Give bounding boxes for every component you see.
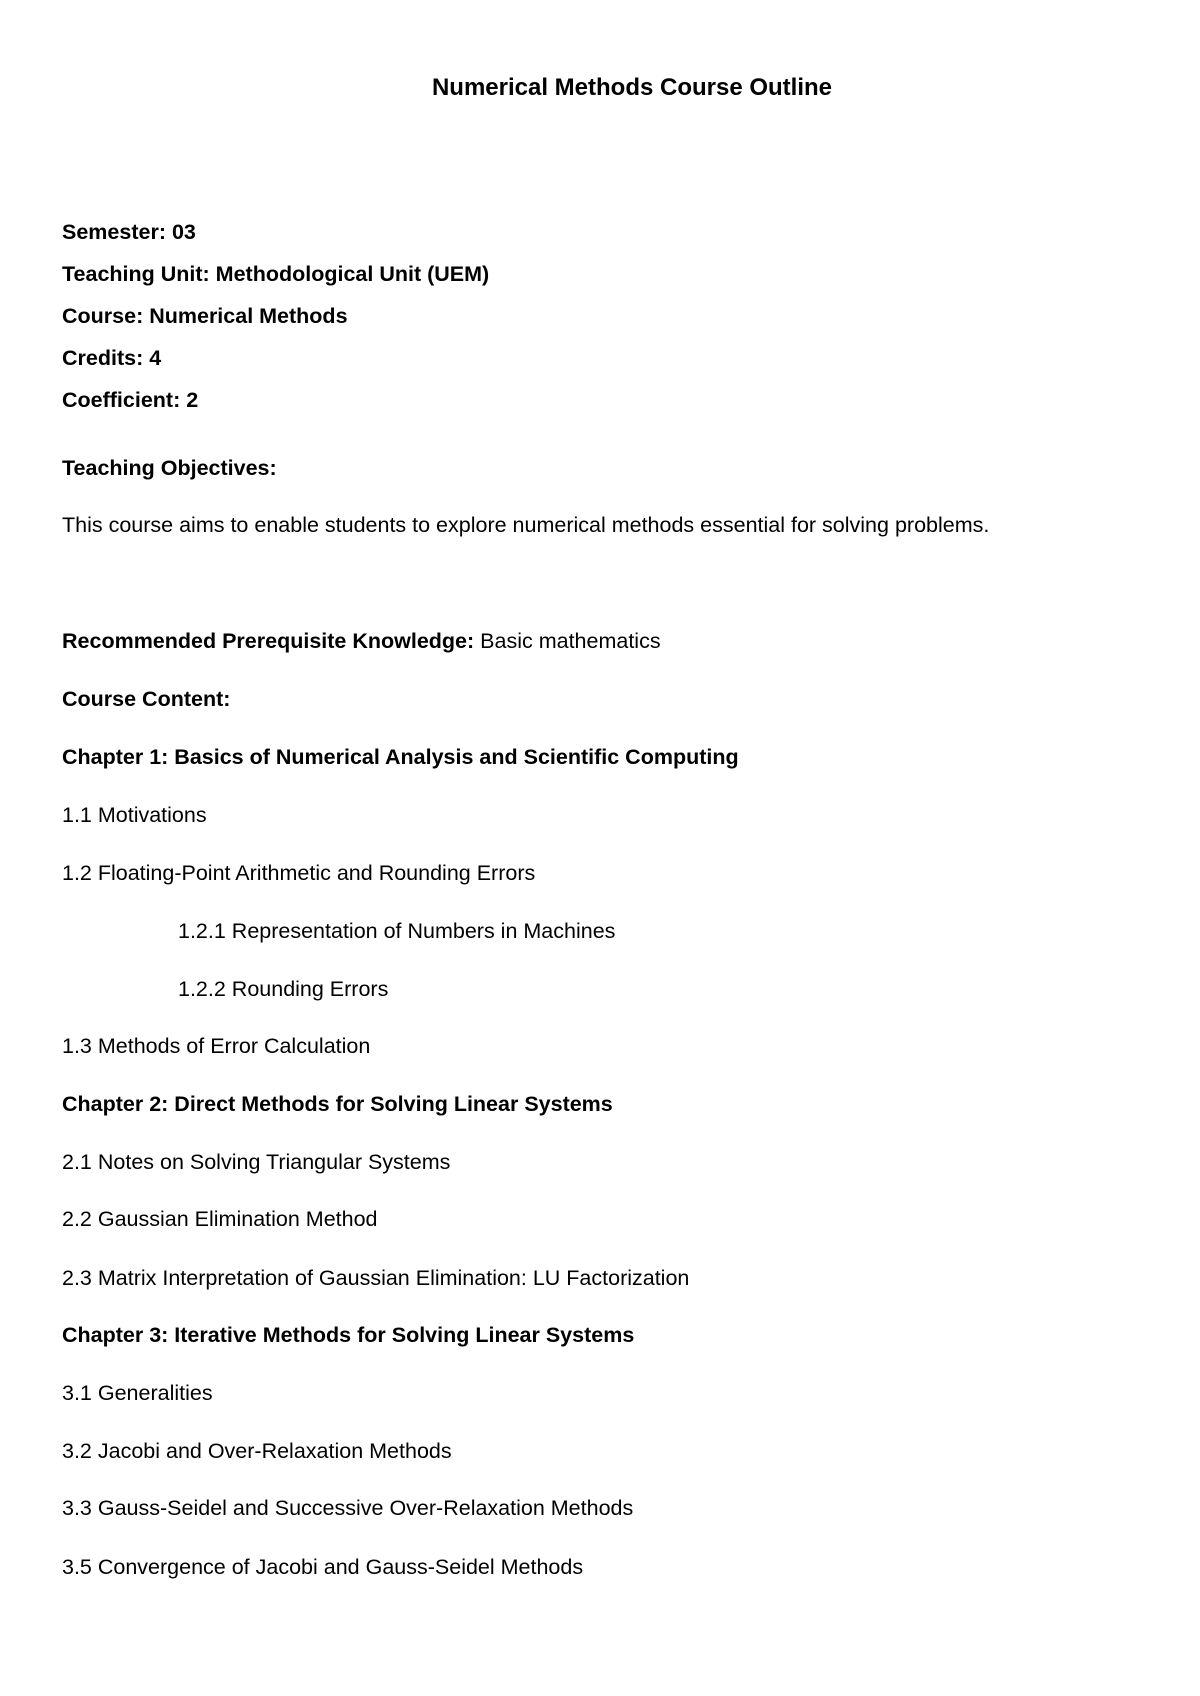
semester-line: Semester: 03 bbox=[62, 220, 196, 244]
credits-line: Credits: 4 bbox=[62, 346, 162, 370]
coefficient-line: Coefficient: 2 bbox=[62, 388, 199, 412]
course-line: Course: Numerical Methods bbox=[62, 304, 348, 328]
objectives-text: This course aims to enable students to explore numerical methods essential for solving problems. bbox=[62, 513, 990, 537]
section-3-5: 3.5 Convergence of Jacobi and Gauss-Seidel Methods bbox=[62, 1555, 584, 1579]
chapter-3-title: Chapter 3: Iterative Methods for Solving Linear Systems bbox=[62, 1323, 635, 1347]
section-1-3: 1.3 Methods of Error Calculation bbox=[62, 1034, 371, 1058]
section-3-1: 3.1 Generalities bbox=[62, 1381, 213, 1405]
section-3-3: 3.3 Gauss-Seidel and Successive Over-Relaxation Methods bbox=[62, 1496, 634, 1520]
prerequisites-label: Recommended Prerequisite Knowledge: bbox=[62, 629, 475, 653]
objectives-heading: Teaching Objectives: bbox=[62, 456, 277, 480]
section-1-1: 1.1 Motivations bbox=[62, 803, 207, 827]
teaching-unit-line: Teaching Unit: Methodological Unit (UEM) bbox=[62, 262, 490, 286]
section-3-2: 3.2 Jacobi and Over-Relaxation Methods bbox=[62, 1439, 452, 1463]
page-title: Numerical Methods Course Outline bbox=[431, 74, 833, 101]
prerequisites-line bbox=[62, 631, 661, 653]
section-1-2: 1.2 Floating-Point Arithmetic and Rounding Errors bbox=[62, 861, 536, 885]
prerequisites-value: Basic mathematics bbox=[474, 629, 661, 653]
subsection-1-2-2: 1.2.2 Rounding Errors bbox=[178, 977, 389, 1001]
course-content-heading: Course Content: bbox=[62, 687, 231, 711]
chapter-1-title: Chapter 1: Basics of Numerical Analysis and Scientific Computing bbox=[62, 745, 739, 769]
subsection-1-2-1: 1.2.1 Representation of Numbers in Machines bbox=[178, 919, 616, 943]
section-2-2: 2.2 Gaussian Elimination Method bbox=[62, 1207, 378, 1231]
section-2-3: 2.3 Matrix Interpretation of Gaussian Elimination: LU Factorization bbox=[62, 1266, 690, 1290]
chapter-2-title: Chapter 2: Direct Methods for Solving Linear Systems bbox=[62, 1092, 613, 1116]
section-2-1: 2.1 Notes on Solving Triangular Systems bbox=[62, 1150, 451, 1174]
